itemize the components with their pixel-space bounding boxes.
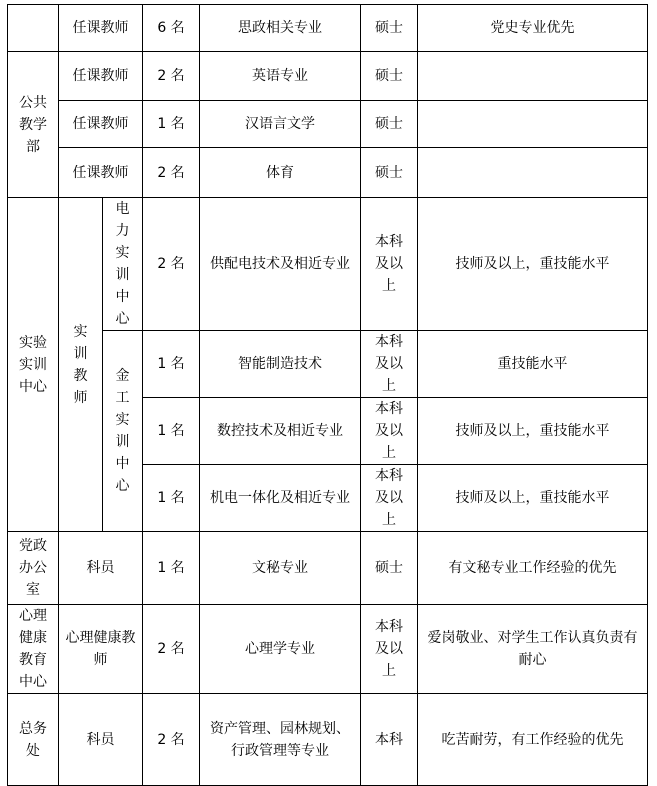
sub-dept-cell — [103, 331, 143, 532]
position-cell: 任课教师 — [59, 148, 143, 198]
count-cell: 6 名 — [143, 5, 200, 52]
sub-dept-vertical-text: 电力实训中心 — [115, 201, 130, 327]
other-cell — [418, 148, 648, 198]
education-cell: 硕士 — [361, 5, 418, 52]
count-cell: 2 名 — [143, 605, 200, 694]
table-row — [8, 101, 648, 148]
major-cell: 机电一体化及相近专业 — [200, 465, 361, 532]
major-cell: 供配电技术及相近专业 — [200, 198, 361, 331]
position-cell: 科员 — [59, 532, 143, 605]
other-cell: 吃苦耐劳，有工作经验的优先 — [418, 694, 648, 786]
major-cell: 体育 — [200, 148, 361, 198]
position-cell: 任课教师 — [59, 52, 143, 101]
table-row — [8, 605, 648, 694]
position-cell — [59, 198, 103, 532]
major-cell: 智能制造技术 — [200, 331, 361, 398]
education-cell: 硕士 — [361, 52, 418, 101]
dept-cell: 实验 实训 中心 — [8, 198, 59, 532]
major-cell: 文秘专业 — [200, 532, 361, 605]
other-cell — [418, 52, 648, 101]
dept-cell — [8, 5, 59, 52]
other-cell: 有文秘专业工作经验的优先 — [418, 532, 648, 605]
sub-dept-cell — [103, 198, 143, 331]
major-cell: 思政相关专业 — [200, 5, 361, 52]
education-cell: 硕士 — [361, 101, 418, 148]
position-cell: 任课教师 — [59, 5, 143, 52]
other-cell: 技师及以上，重技能水平 — [418, 398, 648, 465]
recruitment-table — [7, 4, 648, 786]
table-row — [8, 532, 648, 605]
other-cell: 重技能水平 — [418, 331, 648, 398]
major-cell: 资产管理、园林规划、行政管理等专业 — [200, 694, 361, 786]
position-vertical-text: 实训教师 — [73, 323, 88, 406]
other-cell: 党史专业优先 — [418, 5, 648, 52]
sub-dept-vertical-text: 金工实训中心 — [115, 368, 130, 494]
position-cell: 心理健康教师 — [59, 605, 143, 694]
education-cell: 本科 及以 上 — [361, 331, 418, 398]
position-cell: 任课教师 — [59, 101, 143, 148]
count-cell: 1 名 — [143, 465, 200, 532]
dept-cell: 公共 教学 部 — [8, 52, 59, 198]
other-cell: 技师及以上，重技能水平 — [418, 198, 648, 331]
education-cell: 硕士 — [361, 148, 418, 198]
dept-cell: 党政 办公 室 — [8, 532, 59, 605]
table-row — [8, 5, 648, 52]
table-row — [8, 52, 648, 101]
education-cell: 本科 — [361, 694, 418, 786]
table-row — [8, 148, 648, 198]
other-cell: 技师及以上，重技能水平 — [418, 465, 648, 532]
count-cell: 1 名 — [143, 398, 200, 465]
education-cell: 本科 及以 上 — [361, 198, 418, 331]
position-cell: 科员 — [59, 694, 143, 786]
table-row — [8, 198, 648, 331]
education-cell: 硕士 — [361, 532, 418, 605]
education-cell: 本科 及以 上 — [361, 398, 418, 465]
education-cell: 本科 及以 上 — [361, 465, 418, 532]
count-cell: 2 名 — [143, 198, 200, 331]
count-cell: 2 名 — [143, 694, 200, 786]
dept-cell: 心理 健康 教育 中心 — [8, 605, 59, 694]
count-cell: 1 名 — [143, 101, 200, 148]
education-cell: 本科 及以 上 — [361, 605, 418, 694]
table-row — [8, 694, 648, 786]
table-row — [8, 331, 648, 398]
major-cell: 汉语言文学 — [200, 101, 361, 148]
count-cell: 1 名 — [143, 331, 200, 398]
count-cell: 1 名 — [143, 532, 200, 605]
other-cell — [418, 101, 648, 148]
count-cell: 2 名 — [143, 148, 200, 198]
major-cell: 英语专业 — [200, 52, 361, 101]
major-cell: 数控技术及相近专业 — [200, 398, 361, 465]
major-cell: 心理学专业 — [200, 605, 361, 694]
dept-cell: 总务 处 — [8, 694, 59, 786]
other-cell: 爱岗敬业、对学生工作认真负责有耐心 — [418, 605, 648, 694]
count-cell: 2 名 — [143, 52, 200, 101]
